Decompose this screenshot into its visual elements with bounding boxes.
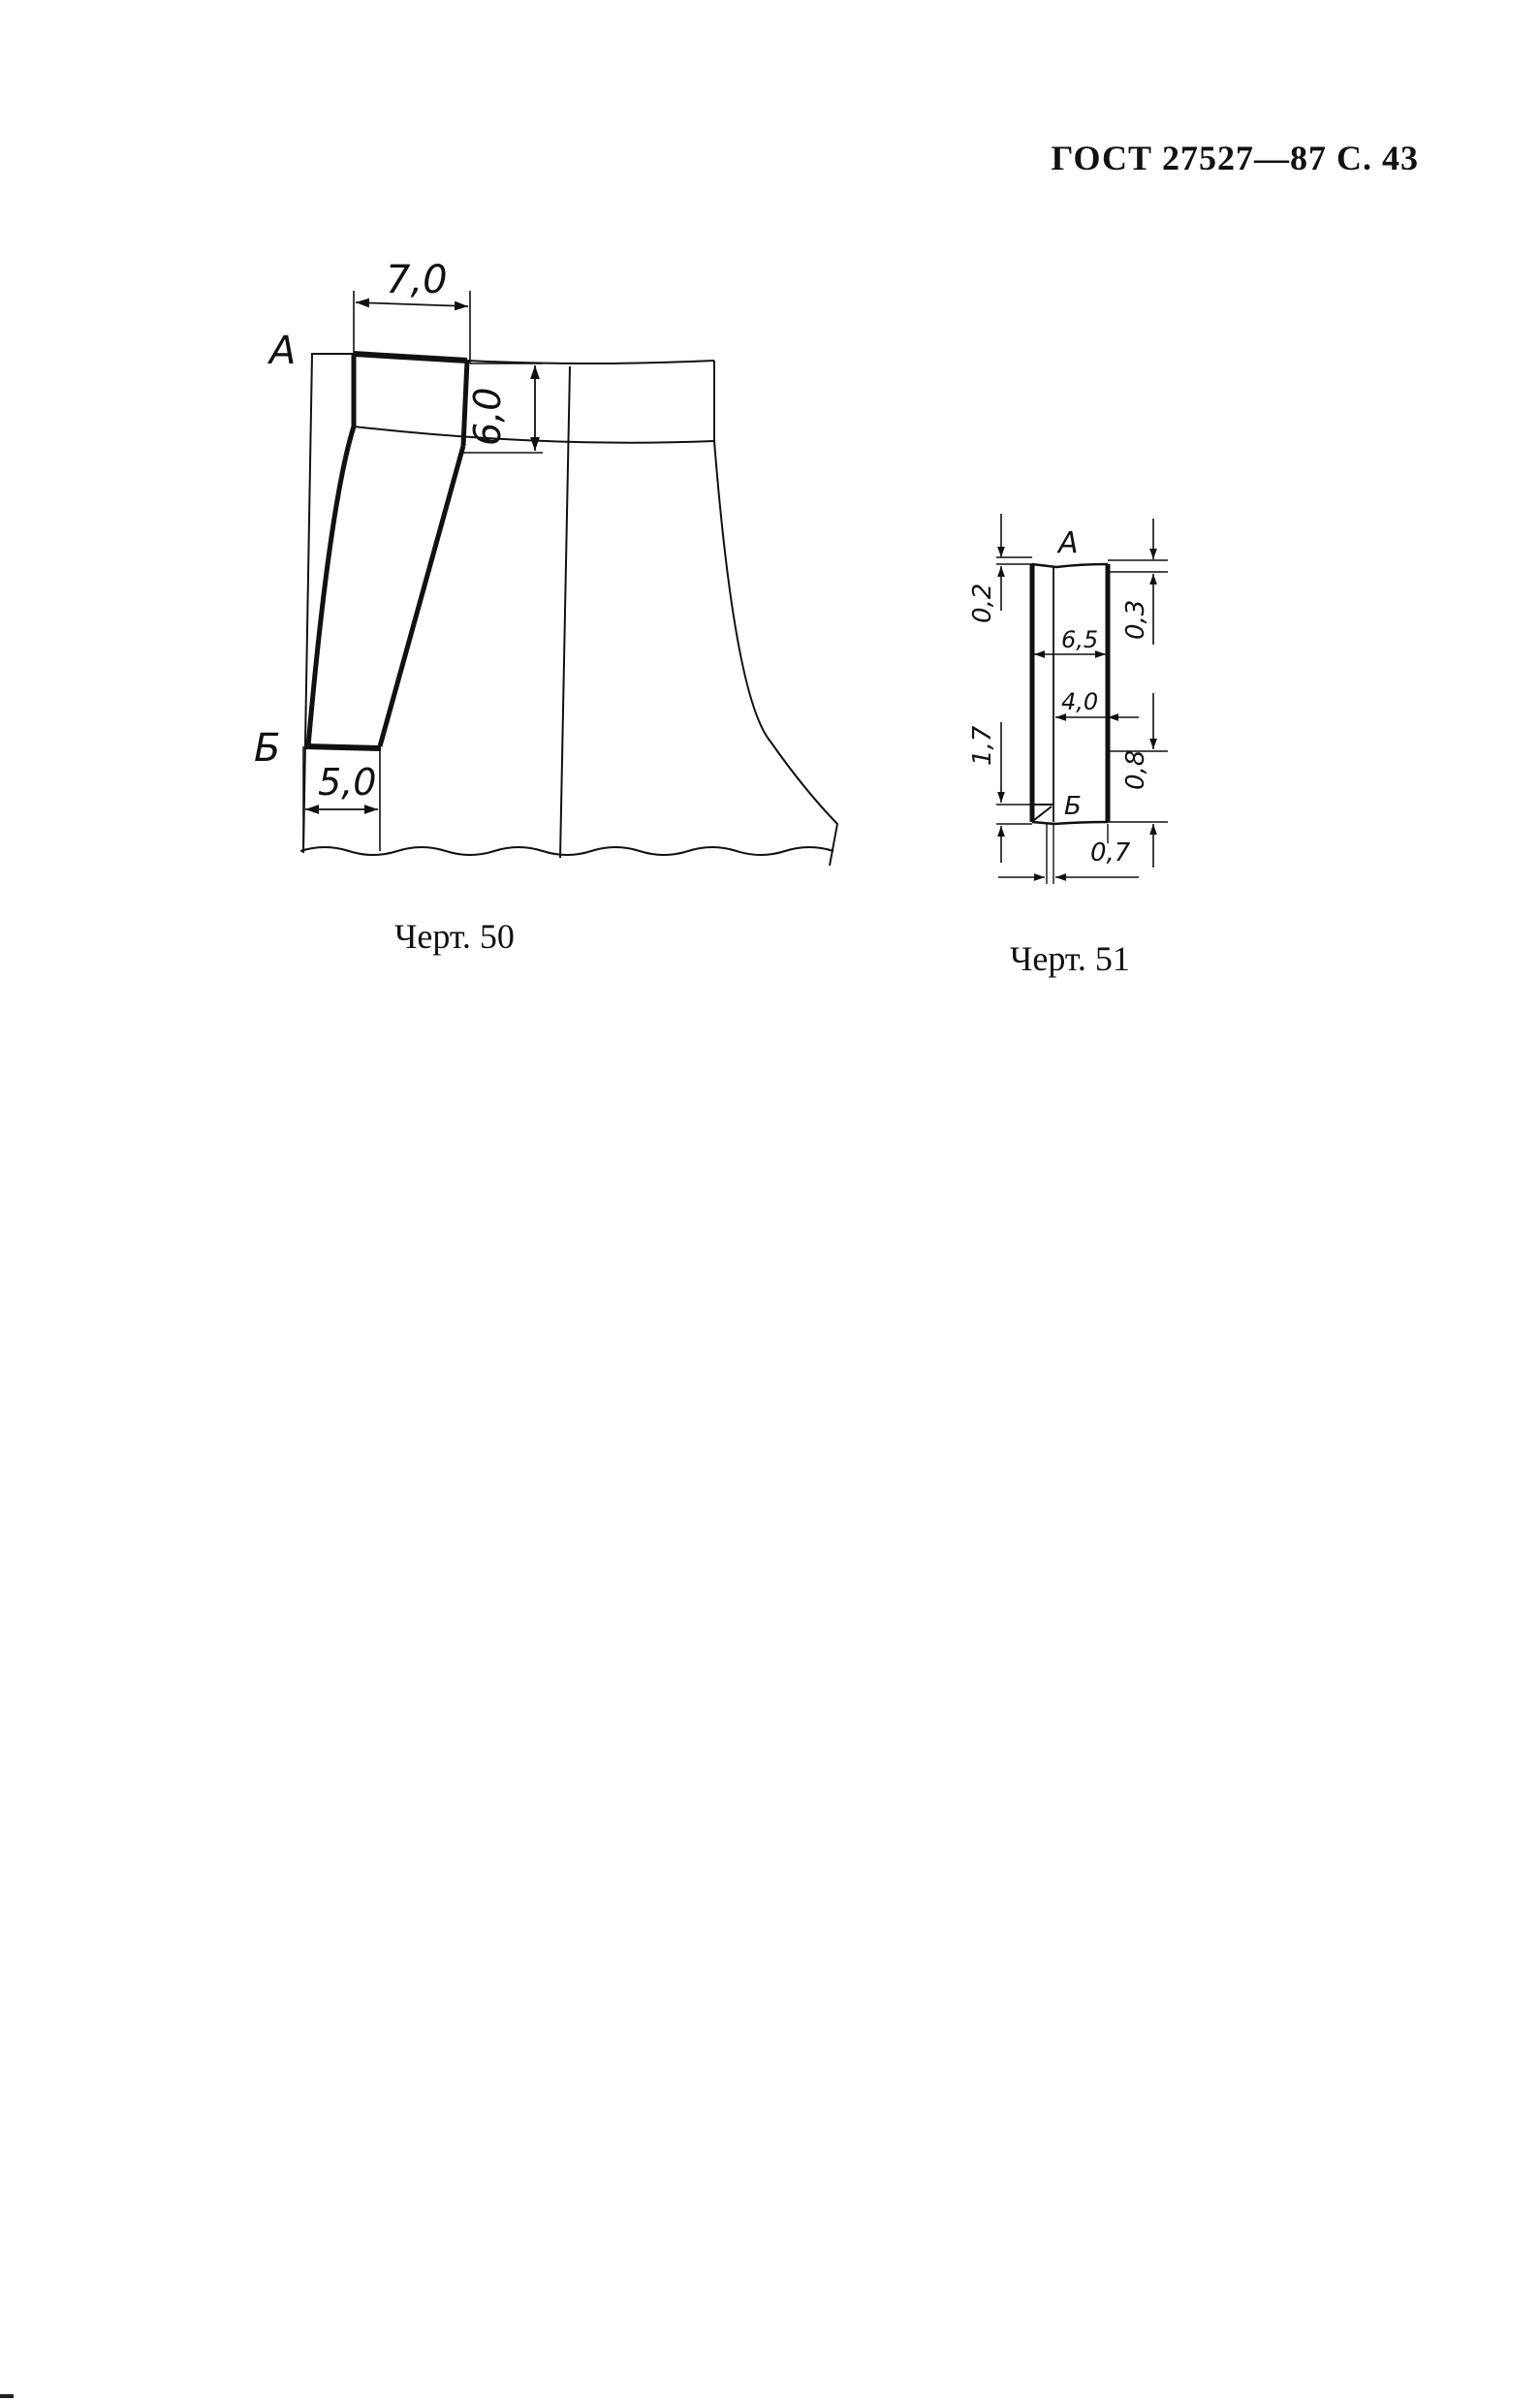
marked-region: [305, 354, 467, 748]
drawing-50: [247, 247, 867, 887]
point-label-a-51: А: [1058, 526, 1079, 560]
point-label-a: А: [269, 329, 297, 373]
dimension-arrows: [305, 302, 535, 809]
dim-label-left-top: 0,2: [968, 583, 997, 623]
dim-label-bottom: 5,0: [318, 761, 377, 804]
caption-drawing-50: Черт. 50: [394, 917, 515, 956]
dim-label-right-top: 0,3: [1121, 599, 1150, 640]
dim-label-right: 6,0: [466, 387, 509, 446]
dim-arrow-top: [356, 302, 468, 306]
page-header: ГОСТ 27527—87 С. 43: [1051, 139, 1419, 177]
dim-label-right-bottom: 0,8: [1121, 749, 1150, 790]
garment-outline: [300, 354, 837, 866]
dim-label-left-bottom: 1,7: [968, 725, 997, 766]
dim-label-bottom-51: 0,7: [1090, 838, 1131, 868]
point-label-b: Б: [254, 726, 281, 771]
drawing-51: [940, 499, 1192, 897]
dim-label-top: 7,0: [386, 258, 448, 302]
caption-drawing-51: Черт. 51: [1010, 939, 1130, 978]
dim-label-width-outer: 6,5: [1061, 626, 1099, 653]
scan-mark: [0, 2394, 14, 2398]
point-label-b-51: Б: [1064, 792, 1082, 821]
dim-label-width-inner: 4,0: [1061, 688, 1099, 715]
